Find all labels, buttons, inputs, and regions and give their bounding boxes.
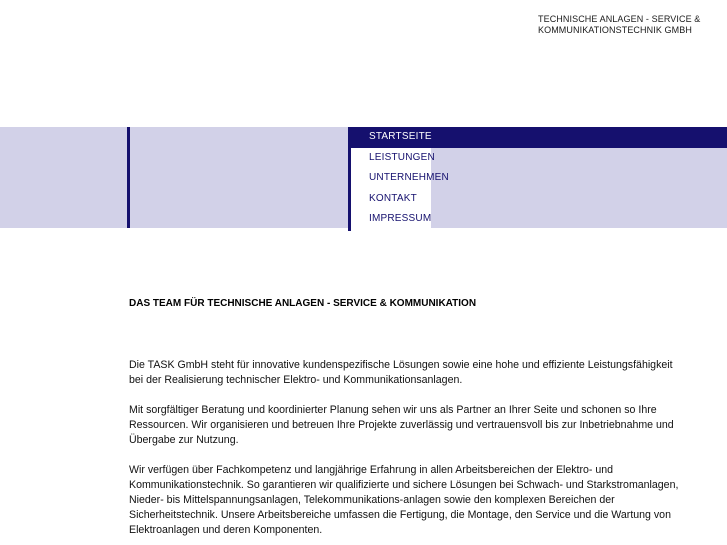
nav-item-startseite[interactable]: STARTSEITE <box>369 131 432 142</box>
intro-paragraph-1: Die TASK GmbH steht für innovative kundenspezifische Lösungen sowie eine hohe und effiziente Leistungsfähigkeit bei der Realisierung technischer Elektro- und Kommunikationsanlagen. <box>129 359 673 386</box>
company-name-line-1: TECHNISCHE ANLAGEN - SERVICE & <box>538 14 701 24</box>
nav-item-leistungen[interactable]: LEISTUNGEN <box>369 152 435 163</box>
page-title: DAS TEAM FÜR TECHNISCHE ANLAGEN - SERVICE & KOMMUNIKATION <box>129 298 477 309</box>
intro-paragraph-2: Mit sorgfältiger Beratung und koordinierter Planung sehen wir uns als Partner an Ihrer Seite und schonen so Ihre Ressourcen. Wir organisieren und betreuen Ihre Projekte zuverlässig und vertrauensvoll bis zur Inbetriebnahme und Übergabe zur Nutzung. <box>129 404 674 446</box>
intro-paragraph-3: Wir verfügen über Fachkompetenz und langjährige Erfahrung in allen Arbeitsbereichen der Elektro- und Kommunikationstechnik. So garantieren wir qualifizierte und sichere Lösungen bei Schwach- und Starkstromanlagen, Nieder- bis Mittelspannungsanlagen, Telekommunikations-anlagen sowie den komplexen Bereichen der Sicherheitstechnik. Unsere Arbeitsbereiche umfassen die Fertigung, die Montage, den Service und die Wartung von Elektroanlagen und deren Komponenten. <box>129 464 679 536</box>
nav-item-kontakt[interactable]: KONTAKT <box>369 193 417 204</box>
band-divider-left <box>127 127 130 228</box>
nav-item-impressum[interactable]: IMPRESSUM <box>369 213 432 224</box>
nav-item-unternehmen[interactable]: UNTERNEHMEN <box>369 172 449 183</box>
company-name <box>538 14 700 36</box>
company-name-line-2: KOMMUNIKATIONSTECHNIK GMBH <box>538 25 692 35</box>
